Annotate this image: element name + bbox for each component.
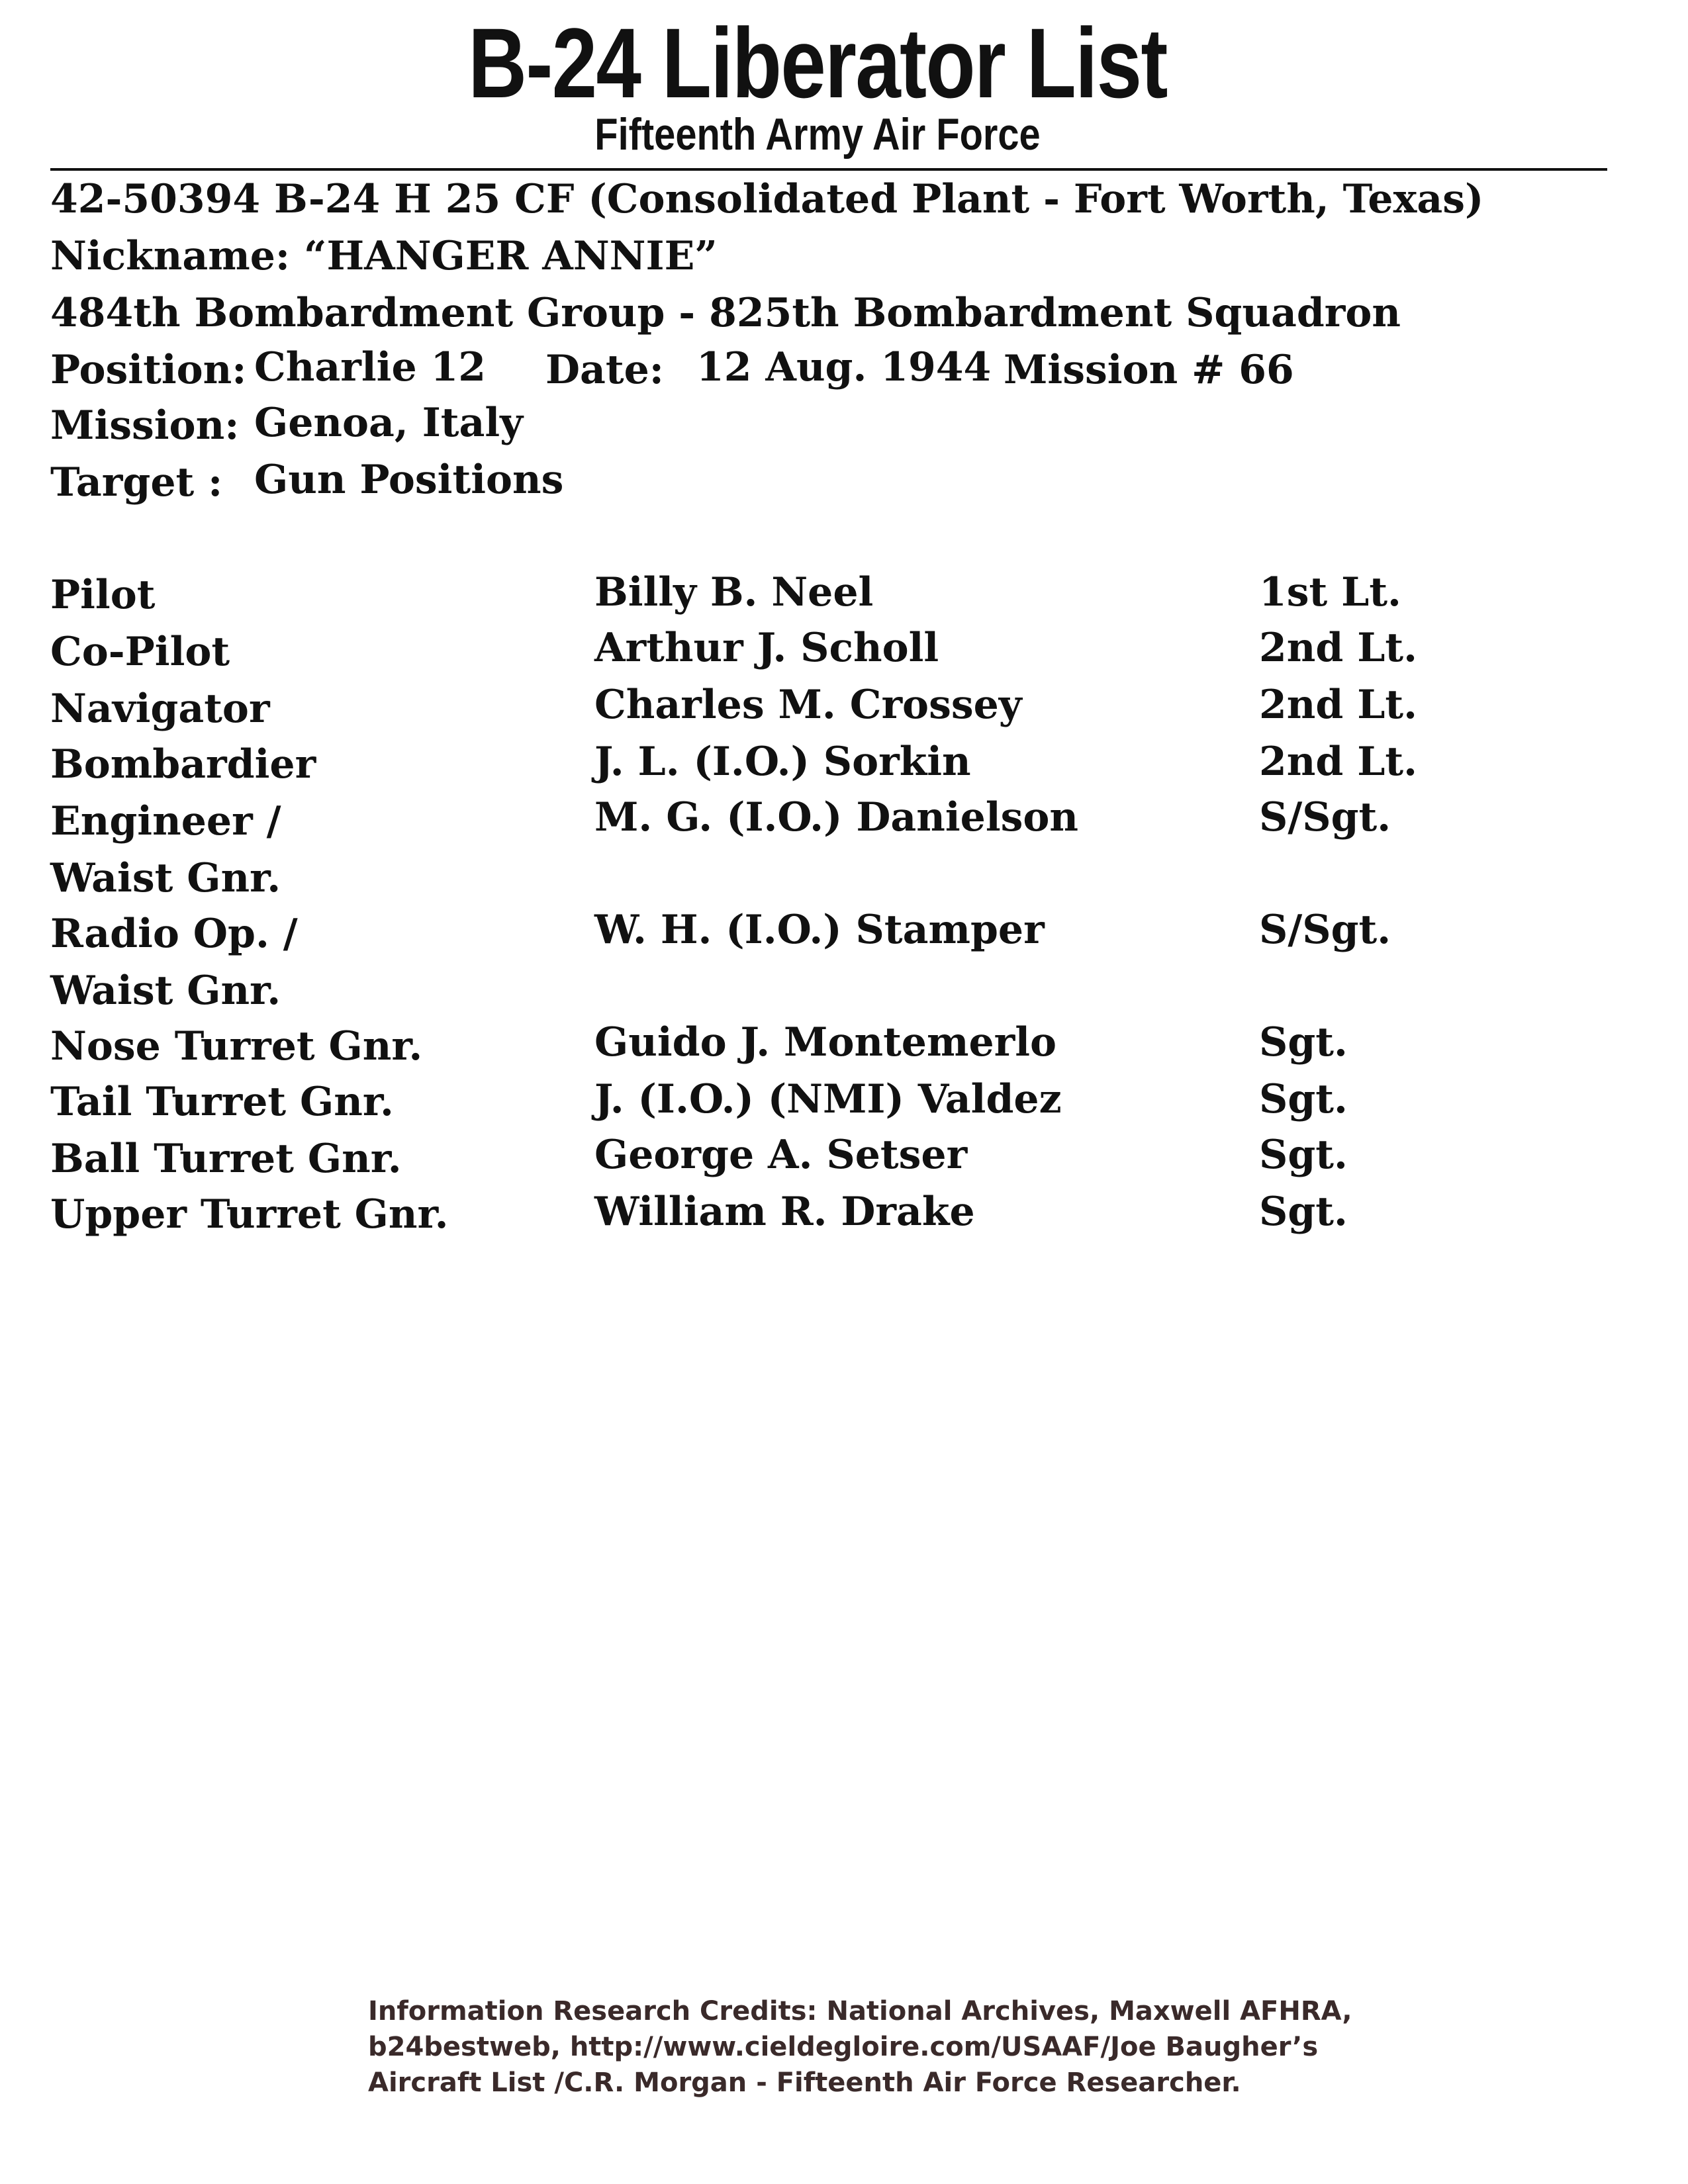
crew-role: Upper Turret Gnr. [50, 1191, 449, 1238]
crew-name: J. (I.O.) (NMI) Valdez [594, 1076, 1062, 1122]
date-label: Date: [545, 347, 664, 393]
crew-rank: S/Sgt. [1259, 794, 1391, 841]
credits-line: b24bestweb, http://www.cieldegloire.com/USAAF/Joe Baugher’s [368, 2032, 1319, 2062]
crew-role: Engineer / [50, 798, 281, 844]
aircraft-nickname: Nickname: “HANGER ANNIE” [50, 233, 718, 279]
mission-value: Genoa, Italy [254, 400, 524, 446]
page-subtitle: Fifteenth Army Air Force [594, 109, 1041, 159]
position-label: Position: [50, 347, 247, 393]
crew-role: Co-Pilot [50, 629, 230, 675]
mission-label: Mission: [50, 402, 240, 449]
crew-role: Nose Turret Gnr. [50, 1023, 423, 1069]
crew-name: Arthur J. Scholl [594, 625, 939, 671]
research-credits [368, 1993, 1526, 2101]
crew-name: W. H. (I.O.) Stamper [594, 907, 1045, 953]
position-value: Charlie 12 [254, 344, 487, 390]
crew-name: J. L. (I.O.) Sorkin [594, 739, 971, 785]
crew-role: Pilot [50, 572, 156, 618]
target-value: Gun Positions [254, 457, 564, 503]
crew-name: Billy B. Neel [594, 569, 874, 615]
crew-role: Ball Turret Gnr. [50, 1136, 402, 1182]
credits-line: Aircraft List /C.R. Morgan - Fifteenth Air Force Researcher. [368, 2068, 1241, 2098]
crew-rank: 2nd Lt. [1259, 625, 1418, 671]
crew-name: Charles M. Crossey [594, 682, 1022, 728]
crew-name: William R. Drake [594, 1189, 975, 1235]
crew-rank: Sgt. [1259, 1132, 1348, 1178]
crew-rank: 2nd Lt. [1259, 682, 1418, 728]
crew-role: Navigator [50, 686, 270, 732]
target-label: Target : [50, 459, 223, 506]
crew-name: Guido J. Montemerlo [594, 1019, 1057, 1066]
crew-rank: 1st Lt. [1259, 569, 1401, 615]
crew-role: Bombardier [50, 741, 316, 788]
crew-role-continued: Waist Gnr. [50, 855, 281, 901]
aircraft-unit: 484th Bombardment Group - 825th Bombardment Squadron [50, 290, 1401, 336]
page-title: B-24 Liberator List [468, 7, 1167, 118]
crew-role-continued: Waist Gnr. [50, 968, 281, 1014]
crew-role: Tail Turret Gnr. [50, 1079, 394, 1125]
crew-rank: 2nd Lt. [1259, 739, 1418, 785]
crew-rank: Sgt. [1259, 1189, 1348, 1235]
crew-rank: S/Sgt. [1259, 907, 1391, 953]
crew-name: George A. Setser [594, 1132, 968, 1178]
crew-role: Radio Op. / [50, 911, 298, 957]
crew-rank: Sgt. [1259, 1076, 1348, 1122]
crew-rank: Sgt. [1259, 1019, 1348, 1066]
crew-name: M. G. (I.O.) Danielson [594, 794, 1079, 841]
header-divider [50, 168, 1607, 171]
credits-line: Information Research Credits: National Archives, Maxwell AFHRA, [368, 1996, 1352, 2026]
date-value: 12 Aug. 1944 [696, 344, 992, 390]
aircraft-serial-line: 42-50394 B-24 H 25 CF (Consolidated Plant - Fort Worth, Texas) [50, 176, 1484, 222]
mission-number: Mission # 66 [1004, 347, 1294, 393]
